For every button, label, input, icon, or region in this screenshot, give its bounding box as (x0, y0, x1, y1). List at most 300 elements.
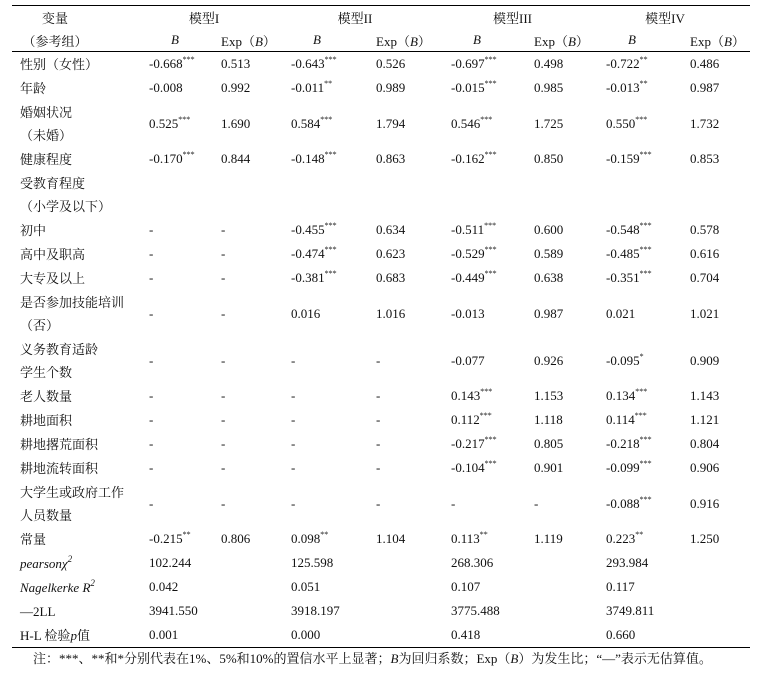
odds-ratio-cell (215, 337, 285, 384)
cell-value: 0.850 (534, 151, 564, 166)
odds-ratio-cell (528, 218, 600, 242)
coefficient-cell (445, 480, 528, 527)
exp-suffix: ） (575, 33, 589, 49)
coefficient-cell (143, 432, 215, 456)
column-header-exp-b (215, 29, 285, 52)
row-label (12, 218, 143, 242)
cell-value: -0.529 (451, 246, 485, 261)
cell-value: 1.732 (690, 115, 720, 131)
significance-stars: ** (479, 530, 488, 539)
row-label-line (20, 504, 143, 527)
coefficient-cell (445, 551, 528, 575)
cell-value: 0.806 (221, 531, 251, 546)
odds-ratio-cell (684, 76, 750, 100)
row-label-line (20, 576, 143, 599)
cell-value: 1.690 (221, 115, 251, 131)
odds-ratio-cell (684, 551, 750, 575)
significance-stars: ** (635, 530, 644, 539)
odds-ratio-cell (528, 337, 600, 384)
cell-value: - (451, 495, 456, 511)
significance-stars: * (639, 351, 644, 361)
text-segment: 学生个数 (20, 364, 73, 380)
significance-stars: *** (324, 55, 337, 64)
odds-ratio-cell (684, 242, 750, 266)
cell-value: 0.989 (376, 80, 406, 95)
coefficient-symbol: B (723, 33, 732, 49)
significance-stars: *** (639, 269, 652, 278)
coefficient-cell (600, 575, 684, 599)
row-label-line (20, 552, 143, 575)
coefficient-cell (285, 100, 370, 147)
odds-ratio-cell (370, 623, 445, 648)
coefficient-cell (600, 480, 684, 527)
coefficient-cell (143, 242, 215, 266)
odds-ratio-cell (370, 147, 445, 171)
odds-ratio-cell (684, 147, 750, 171)
cell-value: 0.525 (149, 115, 179, 131)
text-segment: 受教育程度 (20, 175, 86, 191)
significance-stars: *** (320, 114, 333, 124)
text-segment: 高中及职高 (20, 246, 86, 262)
row-label-line (20, 528, 143, 551)
cell-value: 0.589 (534, 246, 564, 261)
cell-value: 1.121 (690, 412, 720, 427)
cell-value: 125.598 (291, 555, 334, 570)
coefficient-cell (600, 432, 684, 456)
odds-ratio-cell (215, 266, 285, 290)
cell-value: 0.804 (690, 436, 720, 451)
row-label-line (20, 409, 143, 432)
odds-ratio-cell (528, 290, 600, 337)
significance-stars: *** (484, 435, 497, 444)
cell-value: 0.112 (451, 412, 480, 427)
cell-value: - (376, 388, 381, 403)
cell-value: 0.600 (534, 222, 564, 237)
coefficient-cell (445, 52, 528, 77)
significance-stars: *** (639, 150, 652, 159)
column-header-b (143, 29, 215, 52)
significance-stars: *** (324, 221, 337, 230)
row-label-line (20, 361, 143, 384)
coefficient-cell (285, 456, 370, 480)
odds-ratio-cell (684, 171, 750, 218)
cell-value: 0.001 (149, 627, 179, 642)
cell-value: 3941.550 (149, 603, 198, 618)
odds-ratio-cell (684, 408, 750, 432)
coefficient-cell (285, 408, 370, 432)
coefficient-cell (143, 575, 215, 599)
cell-value: 1.021 (690, 305, 720, 321)
text-segment: 耕地撂荒面积 (20, 436, 99, 452)
significance-stars: *** (484, 245, 497, 254)
coefficient-cell (285, 290, 370, 337)
odds-ratio-cell (684, 456, 750, 480)
significance-stars: *** (635, 114, 648, 124)
odds-ratio-cell (528, 527, 600, 551)
coefficient-cell (285, 480, 370, 527)
table-row (12, 242, 750, 266)
cell-value: 0.901 (534, 460, 564, 475)
row-label (12, 337, 143, 384)
coefficient-cell (143, 480, 215, 527)
coefficient-cell (600, 337, 684, 384)
cell-value: 1.119 (534, 531, 563, 546)
superscript: 2 (67, 553, 73, 564)
odds-ratio-cell (528, 575, 600, 599)
coefficient-symbol: B (628, 32, 636, 47)
table-row (12, 456, 750, 480)
cell-value: - (221, 270, 226, 285)
row-label-line (20, 481, 143, 504)
odds-ratio-cell (370, 337, 445, 384)
text-segment: 年龄 (20, 80, 47, 96)
odds-ratio-cell (215, 551, 285, 575)
cell-value: - (376, 495, 381, 511)
cell-value: -0.013 (606, 80, 640, 95)
table-row (12, 337, 750, 384)
cell-value: - (376, 352, 381, 368)
cell-value: 102.244 (149, 555, 192, 570)
odds-ratio-cell (215, 623, 285, 648)
cell-value: - (149, 388, 154, 403)
odds-ratio-cell (215, 171, 285, 218)
row-label-line (20, 267, 143, 290)
coefficient-cell (600, 384, 684, 408)
significance-stars: *** (324, 150, 337, 159)
odds-ratio-cell (215, 480, 285, 527)
cell-value: - (149, 352, 154, 368)
table-row (12, 551, 750, 575)
cell-value: 0.906 (690, 460, 720, 475)
significance-stars: ** (182, 530, 191, 539)
text-segment: （未婚） (20, 127, 73, 143)
coefficient-cell (143, 147, 215, 171)
cell-value: - (291, 412, 296, 427)
significance-stars: *** (484, 79, 497, 88)
cell-value: 3775.488 (451, 603, 500, 618)
text-segment: 耕地面积 (20, 412, 73, 428)
text-segment: ）为发生比；“—”表示无估算值。 (518, 651, 712, 666)
cell-value: -0.455 (291, 222, 325, 237)
odds-ratio-cell (684, 218, 750, 242)
significance-stars: *** (484, 269, 497, 278)
coefficient-cell (143, 599, 215, 623)
coefficient-cell (143, 384, 215, 408)
cell-value: -0.474 (291, 246, 325, 261)
significance-stars: ** (320, 530, 329, 539)
cell-value: 293.984 (606, 555, 649, 570)
cell-value: - (376, 460, 381, 475)
text-segment: 大专及以上 (20, 270, 86, 286)
table-row (12, 408, 750, 432)
coefficient-symbol: B (313, 32, 321, 47)
coefficient-symbol: B (409, 33, 418, 49)
coefficient-cell (143, 551, 215, 575)
cell-value: 0.844 (221, 151, 251, 166)
coefficient-cell (285, 171, 370, 218)
coefficient-cell (445, 290, 528, 337)
coefficient-cell (143, 290, 215, 337)
cell-value: -0.015 (451, 80, 485, 95)
text-segment: 注：***、**和*分别代表在1%、5%和10%的置信水平上显著； (33, 651, 391, 666)
significance-stars: *** (484, 150, 497, 159)
significance-stars: *** (639, 494, 652, 504)
coefficient-cell (600, 266, 684, 290)
row-label-line (20, 77, 143, 100)
row-label (12, 599, 143, 623)
odds-ratio-cell (684, 52, 750, 77)
column-header-b (600, 29, 684, 52)
superscript: 2 (90, 577, 95, 588)
cell-value: - (221, 352, 226, 368)
table-body (12, 52, 750, 648)
cell-value: 0.051 (291, 579, 321, 594)
row-label (12, 408, 143, 432)
coefficient-cell (600, 100, 684, 147)
text-segment: 老人数量 (20, 388, 73, 404)
row-label (12, 171, 143, 218)
column-header-b (445, 29, 528, 52)
cell-value: -0.548 (606, 222, 640, 237)
row-label-line (20, 101, 143, 124)
model-4-header: 模型IV (645, 11, 685, 26)
odds-ratio-cell (684, 384, 750, 408)
row-label (12, 266, 143, 290)
cell-value: - (221, 388, 226, 403)
coefficient-cell (143, 100, 215, 147)
coefficient-symbol: B (567, 33, 576, 49)
cell-value: -0.722 (606, 56, 640, 71)
row-label (12, 384, 143, 408)
column-header-exp-b (370, 29, 445, 52)
coefficient-cell (445, 266, 528, 290)
cell-value: -0.215 (149, 531, 183, 546)
coefficient-cell (143, 408, 215, 432)
odds-ratio-cell (528, 76, 600, 100)
odds-ratio-cell (528, 52, 600, 77)
text-segment: pearsonχ (20, 555, 68, 571)
text-segment: 是否参加技能培训 (20, 294, 125, 310)
cell-value: 0.660 (606, 627, 636, 642)
significance-stars: *** (324, 245, 337, 254)
row-label-line (20, 338, 143, 361)
cell-value: - (534, 495, 539, 511)
text-segment: 性别（女性） (20, 56, 99, 72)
coefficient-cell (445, 218, 528, 242)
row-label (12, 456, 143, 480)
odds-ratio-cell (370, 599, 445, 623)
coefficient-cell (143, 171, 215, 218)
significance-stars: ** (639, 79, 648, 88)
cell-value: 0.909 (690, 352, 720, 368)
table-row (12, 290, 750, 337)
coefficient-cell (285, 575, 370, 599)
exp-suffix: ） (417, 33, 431, 49)
table-row (12, 599, 750, 623)
odds-ratio-cell (215, 432, 285, 456)
cell-value: 3749.811 (606, 603, 655, 618)
cell-value: 0.853 (690, 151, 720, 166)
odds-ratio-cell (215, 100, 285, 147)
coefficient-cell (445, 171, 528, 218)
odds-ratio-cell (215, 384, 285, 408)
table-row (12, 147, 750, 171)
cell-value: - (221, 460, 226, 475)
row-label-line (20, 53, 143, 76)
cell-value: - (291, 352, 296, 368)
coefficient-cell (600, 599, 684, 623)
table-row (12, 384, 750, 408)
coefficient-cell (600, 76, 684, 100)
coefficient-cell (600, 408, 684, 432)
cell-value: 1.153 (534, 388, 564, 403)
cell-value: - (149, 495, 154, 511)
model-1-header: 模型I (188, 11, 220, 26)
odds-ratio-cell (370, 408, 445, 432)
coefficient-cell (143, 266, 215, 290)
odds-ratio-cell (215, 76, 285, 100)
cell-value: 1.016 (376, 305, 406, 321)
exp-prefix: Exp（ (376, 33, 410, 49)
cell-value: 0.113 (451, 531, 480, 546)
cell-value: -0.217 (451, 436, 485, 451)
odds-ratio-cell (684, 100, 750, 147)
cell-value: - (149, 460, 154, 475)
cell-value: - (149, 305, 154, 321)
text-segment: —2LL (20, 603, 56, 619)
cell-value: 0.683 (376, 270, 406, 285)
coefficient-cell (285, 266, 370, 290)
odds-ratio-cell (528, 623, 600, 648)
cell-value: 0.805 (534, 436, 564, 451)
significance-stars: *** (182, 55, 195, 64)
text-segment: 健康程度 (20, 151, 73, 167)
odds-ratio-cell (528, 456, 600, 480)
odds-ratio-cell (684, 623, 750, 648)
odds-ratio-cell (684, 266, 750, 290)
coefficient-cell (143, 337, 215, 384)
cell-value: - (221, 495, 226, 511)
coefficient-cell (445, 527, 528, 551)
header-reference-group: （参考组） (12, 29, 143, 52)
table-row (12, 171, 750, 218)
row-label-line (20, 148, 143, 171)
coefficient-symbol: B (171, 32, 179, 47)
odds-ratio-cell (528, 551, 600, 575)
cell-value: -0.697 (451, 56, 485, 71)
cell-value: 0.117 (606, 579, 635, 594)
row-label-line (20, 624, 143, 647)
cell-value: -0.218 (606, 436, 640, 451)
cell-value: - (376, 412, 381, 427)
cell-value: - (221, 246, 226, 261)
coefficient-cell (600, 623, 684, 648)
odds-ratio-cell (528, 147, 600, 171)
coefficient-cell (285, 551, 370, 575)
text-segment: Nagelkerke R (20, 579, 91, 595)
text-segment: 义务教育适龄 (20, 341, 99, 357)
cell-value: 0.486 (690, 56, 720, 71)
cell-value: 0.143 (451, 388, 481, 403)
text-segment: 值 (76, 627, 90, 643)
regression-table (12, 5, 750, 648)
odds-ratio-cell (528, 432, 600, 456)
odds-ratio-cell (215, 218, 285, 242)
odds-ratio-cell (370, 480, 445, 527)
odds-ratio-cell (528, 408, 600, 432)
significance-stars: *** (639, 459, 652, 468)
cell-value: -0.095 (606, 352, 640, 368)
coefficient-cell (600, 290, 684, 337)
coefficient-cell (600, 242, 684, 266)
cell-value: -0.668 (149, 56, 183, 71)
header-row-columns (12, 29, 750, 52)
odds-ratio-cell (528, 599, 600, 623)
coefficient-cell (143, 76, 215, 100)
row-label (12, 623, 143, 648)
odds-ratio-cell (370, 242, 445, 266)
model-3-header: 模型III (493, 11, 533, 26)
row-label-line (20, 243, 143, 266)
odds-ratio-cell (370, 100, 445, 147)
coefficient-cell (600, 218, 684, 242)
significance-stars: ** (324, 79, 333, 88)
significance-stars: *** (479, 411, 492, 420)
cell-value: 0.021 (606, 305, 636, 321)
cell-value: - (291, 388, 296, 403)
coefficient-cell (143, 456, 215, 480)
cell-value: 0.114 (606, 412, 635, 427)
odds-ratio-cell (215, 52, 285, 77)
cell-value: 0.016 (291, 305, 321, 321)
cell-value: - (291, 495, 296, 511)
cell-value: 0.992 (221, 80, 251, 95)
row-label (12, 290, 143, 337)
cell-value: -0.088 (606, 495, 640, 511)
text-segment: 婚姻状况 (20, 104, 73, 120)
cell-value: 0.704 (690, 270, 720, 285)
cell-value: 0.987 (690, 80, 720, 95)
odds-ratio-cell (370, 171, 445, 218)
table-row (12, 100, 750, 147)
exp-prefix: Exp（ (690, 33, 724, 49)
coefficient-cell (445, 456, 528, 480)
text-segment: H-L 检验 (20, 627, 71, 643)
cell-value: 0.926 (534, 352, 564, 368)
row-label-line (20, 291, 143, 314)
coefficient-cell (285, 599, 370, 623)
text-segment: （否） (20, 317, 60, 333)
coefficient-cell (285, 242, 370, 266)
cell-value: 0.584 (291, 115, 321, 131)
exp-prefix: Exp（ (534, 33, 568, 49)
table-row (12, 575, 750, 599)
cell-value: 0.863 (376, 151, 406, 166)
coefficient-cell (445, 575, 528, 599)
odds-ratio-cell (370, 551, 445, 575)
significance-stars: ** (639, 55, 648, 64)
cell-value: 0.000 (291, 627, 321, 642)
coefficient-cell (285, 623, 370, 648)
cell-value: 0.546 (451, 115, 481, 131)
odds-ratio-cell (528, 480, 600, 527)
odds-ratio-cell (684, 432, 750, 456)
cell-value: -0.011 (291, 80, 325, 95)
cell-value: -0.077 (451, 352, 485, 368)
odds-ratio-cell (370, 432, 445, 456)
cell-value: -0.170 (149, 151, 183, 166)
cell-value: 1.143 (690, 388, 720, 403)
